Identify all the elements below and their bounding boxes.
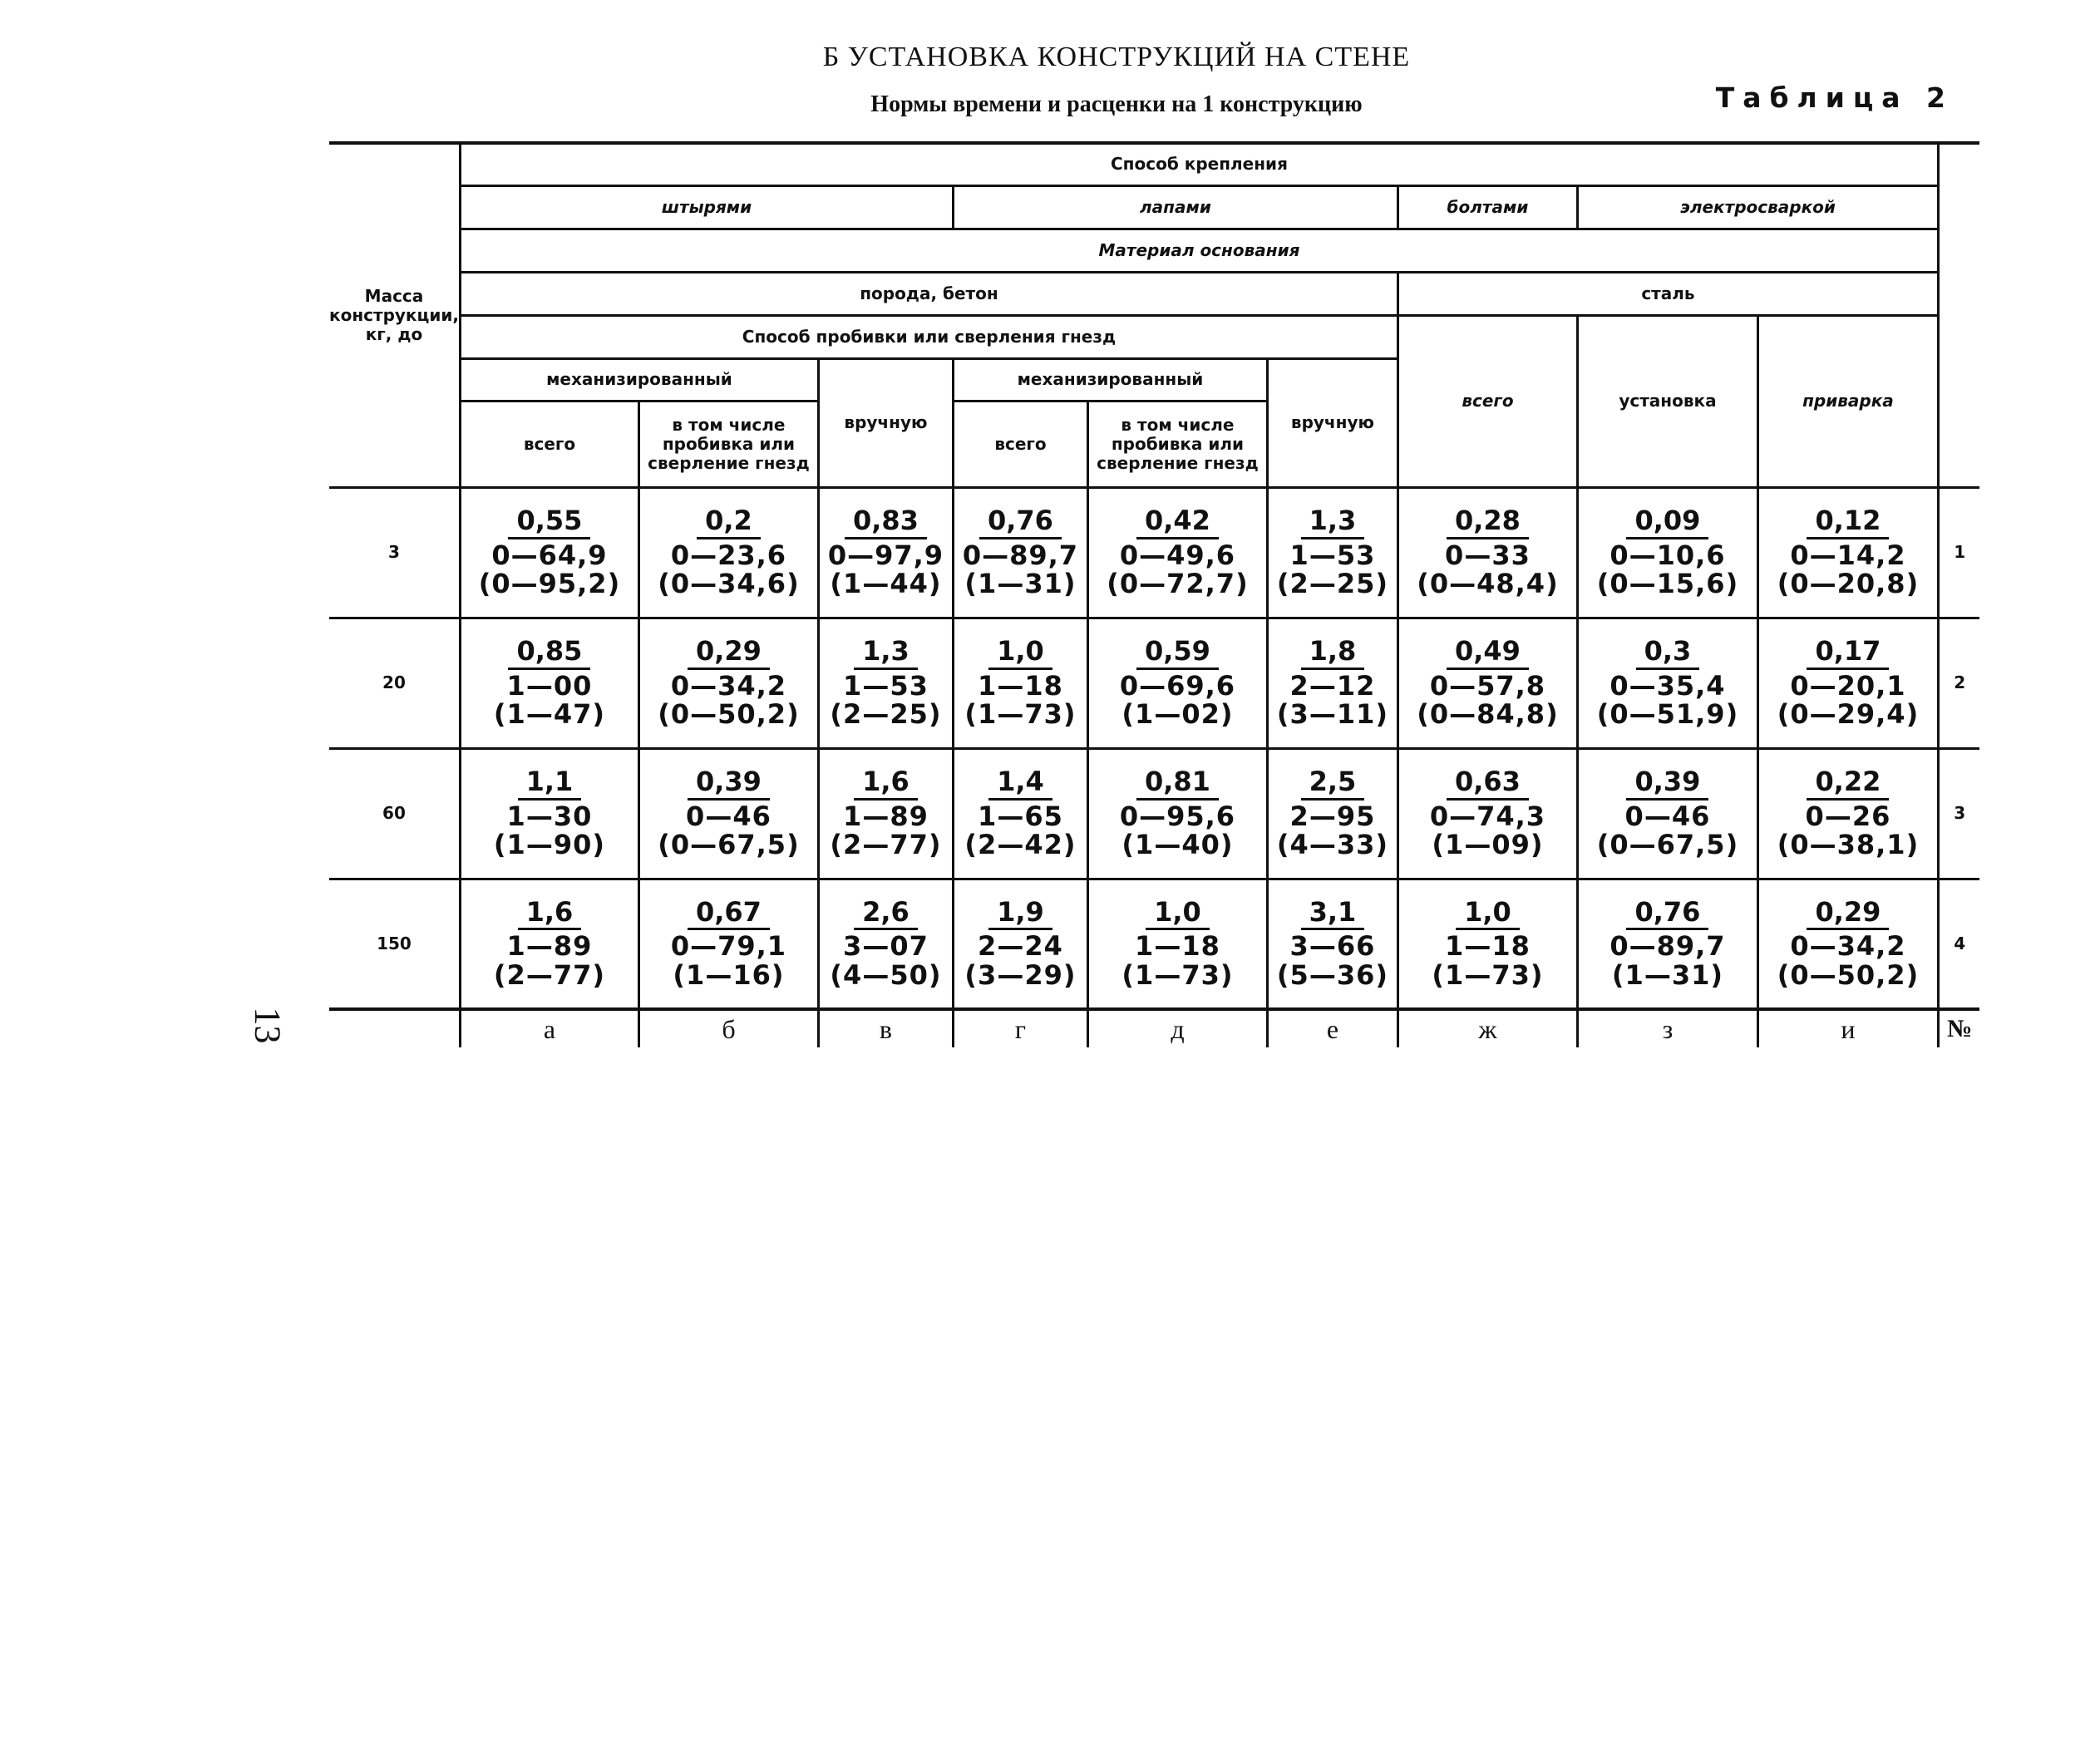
norms-table bbox=[329, 141, 1979, 1047]
norm-fraction bbox=[1610, 895, 1726, 992]
material-steel-header: сталь bbox=[1398, 272, 1938, 315]
steel-total-header: всего bbox=[1398, 315, 1577, 487]
rate-alt-value: (2—25) bbox=[830, 698, 942, 731]
table-label: Таблица 2 bbox=[1715, 81, 1954, 114]
norm-cell bbox=[460, 748, 638, 879]
time-norm: 3,1 bbox=[1301, 898, 1365, 931]
rate-alt-value: (3—11) bbox=[1276, 698, 1388, 731]
rate-alt-value: (1—31) bbox=[1611, 959, 1723, 992]
norm-fraction bbox=[1430, 767, 1545, 860]
norm-fraction bbox=[1277, 506, 1388, 599]
norm-fraction bbox=[963, 506, 1078, 599]
rate-value: 1—18 bbox=[1135, 930, 1220, 963]
rate-alt-value: (2—77) bbox=[830, 829, 942, 861]
rate-alt-value: (0—38,1) bbox=[1777, 829, 1920, 861]
rate-alt-value: (0—72,7) bbox=[1107, 568, 1249, 600]
row-number: 4 bbox=[1938, 879, 1979, 1009]
norm-cell bbox=[638, 487, 818, 618]
norm-fraction bbox=[494, 637, 605, 729]
norm-cell bbox=[460, 487, 638, 618]
rate-value: 0—89,7 bbox=[1610, 930, 1726, 963]
mass-column-header: Масса конструкции, кг, до bbox=[329, 143, 460, 487]
rate-alt-value: (1—31) bbox=[964, 568, 1077, 600]
time-norm: 2,6 bbox=[854, 898, 918, 931]
column-letter: б bbox=[638, 1009, 818, 1047]
rate-value: 0—95,6 bbox=[1119, 800, 1236, 832]
column-letter: д bbox=[1087, 1009, 1267, 1047]
rate-alt-value: (1—16) bbox=[673, 959, 785, 992]
mass-value: 3 bbox=[329, 487, 460, 618]
time-norm: 0,28 bbox=[1447, 506, 1529, 539]
rate-value: 0—57,8 bbox=[1429, 669, 1546, 702]
rate-value: 2—24 bbox=[978, 930, 1063, 963]
material-rock-concrete-header: порода, бетон bbox=[460, 272, 1398, 315]
norm-cell bbox=[1267, 487, 1398, 618]
rate-alt-value: (0—48,4) bbox=[1417, 568, 1559, 600]
time-norm: 1,6 bbox=[854, 767, 918, 801]
rate-alt-value: (4—50) bbox=[830, 959, 942, 992]
norm-cell bbox=[953, 748, 1087, 879]
table-row bbox=[329, 487, 1979, 618]
norm-cell bbox=[460, 618, 638, 748]
rate-alt-value: (5—36) bbox=[1276, 959, 1388, 992]
norm-fraction bbox=[1597, 506, 1738, 599]
norm-cell bbox=[1398, 879, 1577, 1009]
norm-fraction bbox=[479, 506, 620, 599]
rate-alt-value: (2—25) bbox=[1276, 568, 1388, 600]
norm-fraction bbox=[1777, 506, 1919, 599]
rate-value: 2—12 bbox=[1289, 669, 1376, 702]
rate-value: 0—79,1 bbox=[670, 930, 787, 963]
norm-fraction bbox=[1777, 895, 1920, 992]
table-body bbox=[329, 487, 1979, 1009]
rate-alt-value: (1—47) bbox=[493, 698, 605, 731]
time-norm: 1,9 bbox=[988, 898, 1052, 931]
rate-alt-value: (0—67,5) bbox=[1596, 829, 1739, 861]
time-norm: 0,76 bbox=[1626, 898, 1708, 931]
rate-alt-value: (1—40) bbox=[1121, 829, 1234, 861]
rate-value: 1—18 bbox=[1445, 930, 1531, 963]
time-norm: 1,4 bbox=[988, 767, 1052, 801]
manual-header-pins: вручную bbox=[818, 358, 953, 487]
rate-value: 1—30 bbox=[506, 800, 593, 832]
manual-header-tabs: вручную bbox=[1267, 358, 1398, 487]
rate-value: 0—33 bbox=[1445, 539, 1531, 571]
rate-value: 0—26 bbox=[1805, 800, 1891, 832]
row-number-header-cell bbox=[1938, 143, 1979, 487]
time-norm: 0,49 bbox=[1447, 637, 1529, 670]
fastening-bolts-header: болтами bbox=[1398, 185, 1577, 229]
rate-alt-value: (0—67,5) bbox=[658, 829, 800, 861]
rate-alt-value: (0—15,6) bbox=[1596, 568, 1739, 600]
norm-fraction bbox=[658, 506, 799, 599]
rate-alt-value: (1—73) bbox=[1121, 959, 1234, 992]
letter-row-blank bbox=[329, 1009, 460, 1047]
fastening-method-header: Способ крепления bbox=[460, 143, 1938, 185]
norm-fraction bbox=[1417, 506, 1558, 599]
norm-fraction bbox=[830, 767, 941, 860]
norm-cell bbox=[1577, 618, 1757, 748]
fastening-welding-header: электросваркой bbox=[1577, 185, 1938, 229]
norm-cell bbox=[818, 618, 953, 748]
row-number: 2 bbox=[1938, 618, 1979, 748]
time-norm: 0,81 bbox=[1136, 767, 1219, 801]
rate-alt-value: (3—29) bbox=[964, 959, 1077, 992]
time-norm: 0,55 bbox=[508, 506, 590, 539]
norm-fraction bbox=[1121, 895, 1234, 992]
time-norm: 0,67 bbox=[688, 898, 770, 931]
time-norm: 0,76 bbox=[979, 506, 1062, 539]
time-norm: 1,1 bbox=[518, 767, 582, 801]
rate-alt-value: (1—44) bbox=[830, 568, 942, 600]
rate-value: 1—00 bbox=[506, 669, 593, 702]
time-norm: 0,12 bbox=[1807, 506, 1889, 539]
norm-fraction bbox=[1597, 637, 1738, 729]
norm-fraction bbox=[1777, 767, 1919, 860]
norm-fraction bbox=[964, 767, 1076, 860]
column-letter: в bbox=[818, 1009, 953, 1047]
norm-cell bbox=[1398, 487, 1577, 618]
base-material-header: Материал основания bbox=[460, 229, 1938, 272]
rate-value: 0—69,6 bbox=[1119, 669, 1236, 702]
rate-alt-value: (0—95,2) bbox=[478, 568, 621, 600]
mass-value: 60 bbox=[329, 748, 460, 879]
rate-value: 0—20,1 bbox=[1790, 669, 1906, 702]
column-letter: а bbox=[460, 1009, 638, 1047]
rate-value: 0—46 bbox=[686, 800, 771, 832]
norm-fraction bbox=[670, 895, 787, 992]
total-header-pins: всего bbox=[460, 401, 638, 487]
time-norm: 0,22 bbox=[1807, 767, 1889, 801]
time-norm: 0,39 bbox=[688, 767, 770, 801]
rate-alt-value: (0—50,2) bbox=[1777, 959, 1920, 992]
time-norm: 0,85 bbox=[508, 637, 590, 670]
norm-fraction bbox=[658, 767, 799, 860]
time-norm: 1,3 bbox=[854, 637, 918, 670]
norm-cell bbox=[460, 879, 638, 1009]
rate-alt-value: (0—84,8) bbox=[1417, 698, 1559, 731]
rate-value: 0—49,6 bbox=[1119, 539, 1236, 571]
column-letter: е bbox=[1267, 1009, 1398, 1047]
norm-fraction bbox=[1597, 767, 1738, 860]
rate-value: 1—18 bbox=[978, 669, 1063, 702]
mass-value: 150 bbox=[329, 879, 460, 1009]
norm-cell bbox=[818, 487, 953, 618]
time-norm: 0,2 bbox=[697, 506, 761, 539]
norm-cell bbox=[638, 618, 818, 748]
norm-fraction bbox=[658, 637, 799, 729]
norm-cell bbox=[1577, 748, 1757, 879]
norm-cell bbox=[1757, 618, 1938, 748]
rate-value: 3—66 bbox=[1289, 930, 1376, 963]
rate-value: 0—34,2 bbox=[670, 669, 787, 702]
time-norm: 1,8 bbox=[1301, 637, 1365, 670]
rate-value: 0—74,3 bbox=[1429, 800, 1546, 832]
rate-value: 3—07 bbox=[843, 930, 929, 963]
rate-value: 1—89 bbox=[843, 800, 929, 832]
norm-cell bbox=[1757, 487, 1938, 618]
table-row bbox=[329, 618, 1979, 748]
norm-cell bbox=[1267, 879, 1398, 1009]
row-number-header: № bbox=[1938, 1009, 1979, 1047]
norm-fraction bbox=[830, 637, 941, 729]
norm-cell bbox=[1398, 748, 1577, 879]
rate-alt-value: (2—77) bbox=[493, 959, 605, 992]
including-drilling-header-tabs: в том числе пробивка или сверление гнезд bbox=[1087, 401, 1267, 487]
column-letter: и bbox=[1757, 1009, 1938, 1047]
norm-fraction bbox=[1276, 895, 1388, 992]
norm-cell bbox=[953, 879, 1087, 1009]
table-row bbox=[329, 879, 1979, 1009]
column-letter: ж bbox=[1398, 1009, 1577, 1047]
rate-alt-value: (0—20,8) bbox=[1777, 568, 1920, 600]
norm-fraction bbox=[494, 767, 605, 860]
rate-value: 1—53 bbox=[1289, 539, 1376, 571]
rate-alt-value: (1—73) bbox=[964, 698, 1077, 731]
welding-header: приварка bbox=[1757, 315, 1938, 487]
norm-cell bbox=[1757, 748, 1938, 879]
norm-fraction bbox=[1432, 895, 1544, 992]
column-letter: г bbox=[953, 1009, 1087, 1047]
rate-alt-value: (4—33) bbox=[1276, 829, 1388, 861]
rate-alt-value: (2—42) bbox=[964, 829, 1077, 861]
section-title: Б УСТАНОВКА КОНСТРУКЦИЙ НА СТЕНЕ bbox=[822, 42, 1411, 72]
norm-cell bbox=[953, 618, 1087, 748]
norm-fraction bbox=[1417, 637, 1558, 729]
norm-fraction bbox=[830, 895, 942, 992]
rate-value: 0—10,6 bbox=[1610, 539, 1726, 571]
time-norm: 2,5 bbox=[1301, 767, 1365, 801]
time-norm: 0,17 bbox=[1807, 637, 1889, 670]
norm-cell bbox=[638, 748, 818, 879]
time-norm: 1,0 bbox=[1146, 898, 1210, 931]
fastening-pins-header: штырями bbox=[460, 185, 953, 229]
time-norm: 0,3 bbox=[1636, 637, 1700, 670]
norm-fraction bbox=[1120, 637, 1235, 729]
rate-value: 0—35,4 bbox=[1610, 669, 1726, 702]
time-norm: 1,0 bbox=[988, 637, 1052, 670]
time-norm: 0,59 bbox=[1136, 637, 1219, 670]
norm-fraction bbox=[828, 506, 944, 599]
column-letter: з bbox=[1577, 1009, 1757, 1047]
rate-alt-value: (0—29,4) bbox=[1777, 698, 1920, 731]
norm-cell bbox=[1577, 487, 1757, 618]
norm-cell bbox=[1398, 618, 1577, 748]
norm-fraction bbox=[1120, 767, 1235, 860]
norm-cell bbox=[1757, 879, 1938, 1009]
time-norm: 0,29 bbox=[688, 637, 770, 670]
total-header-tabs: всего bbox=[953, 401, 1087, 487]
rate-alt-value: (0—51,9) bbox=[1596, 698, 1739, 731]
norm-cell bbox=[1577, 879, 1757, 1009]
time-norm: 0,42 bbox=[1136, 506, 1219, 539]
rate-alt-value: (1—09) bbox=[1432, 829, 1544, 861]
norm-cell bbox=[1267, 748, 1398, 879]
norm-fraction bbox=[1277, 767, 1388, 860]
drilling-method-header: Способ пробивки или сверления гнезд bbox=[460, 315, 1398, 358]
time-norm: 1,0 bbox=[1456, 898, 1520, 931]
time-norm: 0,83 bbox=[845, 506, 927, 539]
rate-value: 0—14,2 bbox=[1790, 539, 1906, 571]
rate-value: 1—53 bbox=[843, 669, 929, 702]
rate-value: 0—89,7 bbox=[962, 539, 1079, 571]
norm-cell bbox=[818, 879, 953, 1009]
time-norm: 0,63 bbox=[1447, 767, 1529, 801]
mass-value: 20 bbox=[329, 618, 460, 748]
norm-cell bbox=[1087, 748, 1267, 879]
norm-cell bbox=[1087, 487, 1267, 618]
rate-value: 1—89 bbox=[506, 930, 593, 963]
rate-value: 0—97,9 bbox=[827, 539, 944, 571]
rate-value: 0—64,9 bbox=[491, 539, 608, 571]
row-number: 1 bbox=[1938, 487, 1979, 618]
norm-cell bbox=[818, 748, 953, 879]
rate-value: 1—65 bbox=[978, 800, 1063, 832]
installation-header: установка bbox=[1577, 315, 1757, 487]
norm-cell bbox=[953, 487, 1087, 618]
rate-alt-value: (1—73) bbox=[1432, 959, 1544, 992]
time-norm: 0,29 bbox=[1807, 898, 1889, 931]
time-norm: 1,6 bbox=[518, 898, 582, 931]
rate-alt-value: (0—50,2) bbox=[658, 698, 800, 731]
time-norm: 0,39 bbox=[1626, 767, 1708, 801]
rate-value: 0—46 bbox=[1624, 800, 1711, 832]
rate-value: 2—95 bbox=[1289, 800, 1376, 832]
norm-cell bbox=[638, 879, 818, 1009]
time-norm: 0,09 bbox=[1626, 506, 1708, 539]
norm-cell bbox=[1267, 618, 1398, 748]
norm-cell bbox=[1087, 618, 1267, 748]
table-subtitle: Нормы времени и расценки на 1 конструкцию bbox=[870, 91, 1363, 117]
page-number: 13 bbox=[247, 1007, 288, 1044]
norm-fraction bbox=[964, 637, 1076, 729]
mechanized-header-pins: механизированный bbox=[460, 358, 818, 401]
including-drilling-header-pins: в том числе пробивка или сверление гнезд bbox=[638, 401, 818, 487]
rate-alt-value: (1—90) bbox=[493, 829, 605, 861]
rate-value: 0—23,6 bbox=[670, 539, 787, 571]
time-norm: 1,3 bbox=[1301, 506, 1365, 539]
mechanized-header-tabs: механизированный bbox=[953, 358, 1267, 401]
norm-fraction bbox=[493, 895, 605, 992]
fastening-tabs-header: лапами bbox=[953, 185, 1398, 229]
table-row bbox=[329, 748, 1979, 879]
norm-cell bbox=[1087, 879, 1267, 1009]
norm-fraction bbox=[1277, 637, 1388, 729]
rate-alt-value: (0—34,6) bbox=[658, 568, 800, 600]
norm-fraction bbox=[964, 895, 1077, 992]
row-number: 3 bbox=[1938, 748, 1979, 879]
norm-fraction bbox=[1777, 637, 1919, 729]
rate-alt-value: (1—02) bbox=[1121, 698, 1234, 731]
column-letter-row bbox=[329, 1009, 1979, 1047]
norm-fraction bbox=[1107, 506, 1248, 599]
rate-value: 0—34,2 bbox=[1790, 930, 1906, 963]
